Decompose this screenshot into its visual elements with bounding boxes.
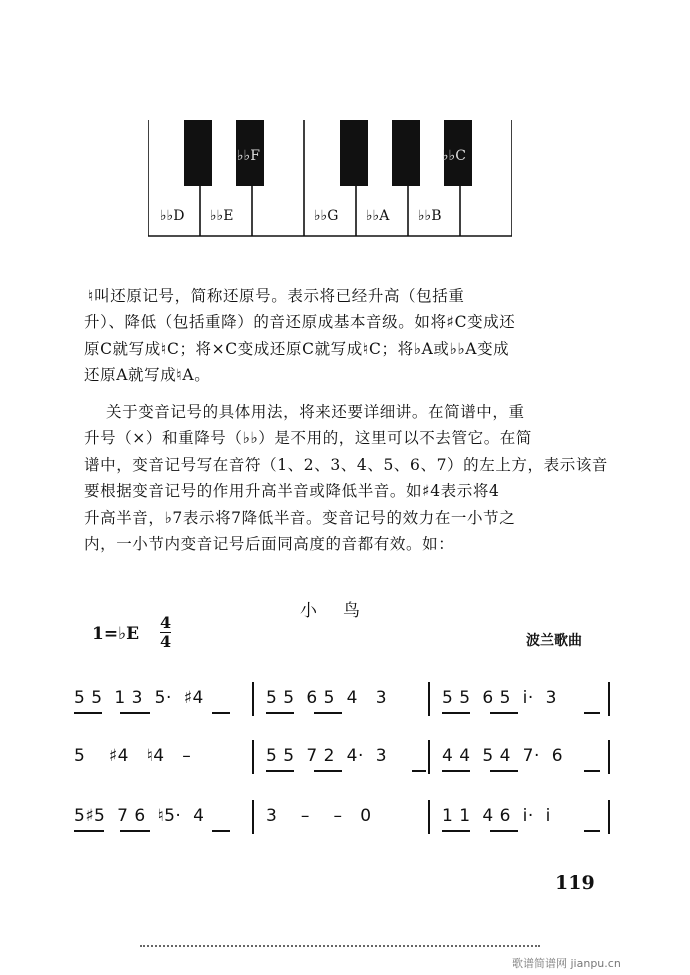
key-label: ♭♭G — [314, 208, 339, 224]
black-key-label: ♭♭F — [237, 148, 260, 164]
text-line: 要根据变音记号的作用升高半音或降低半音。如♯4表示将4 — [84, 482, 500, 501]
black-key — [184, 120, 212, 186]
text-line: ♮叫还原记号，简称还原号。表示将已经升高（包括重 — [88, 287, 465, 305]
bar-line — [252, 682, 254, 716]
beam-underline — [490, 770, 518, 772]
bar-line — [608, 800, 610, 834]
song-title: 小鸟 — [300, 601, 386, 621]
beam-underline — [584, 830, 600, 832]
bar-line — [252, 740, 254, 774]
bar-line — [428, 800, 430, 834]
text-line: 原C就写成♮C；将×C变成还原C就写成♮C；将♭A或♭♭A变成 — [84, 339, 510, 358]
beam-underline — [120, 830, 150, 832]
key-label: ♭♭E — [210, 208, 234, 224]
text-line: 升高半音，♭7表示将7降低半音。变音记号的效力在一小节之 — [84, 508, 516, 527]
measure: 5 ♯4 ♮4 – — [74, 746, 192, 766]
black-key — [340, 120, 368, 186]
measure: 5 5 7 2 4· 3 — [266, 746, 388, 766]
bar-line — [608, 682, 610, 716]
bar-line — [428, 682, 430, 716]
measure: 5 5 1 3 5· ♯4 — [74, 688, 204, 708]
beam-underline — [314, 770, 342, 772]
key-signature: 1=♭E — [92, 624, 140, 644]
beam-underline — [74, 712, 102, 714]
page-number: 119 — [555, 872, 595, 894]
score-row — [70, 746, 630, 786]
beam-underline — [212, 712, 230, 714]
black-key — [392, 120, 420, 186]
beam-underline — [120, 712, 150, 714]
beam-underline — [314, 712, 342, 714]
beam-underline — [442, 830, 470, 832]
text-line: 升号（×）和重降号（♭♭）是不用的，这里可以不去管它。在简 — [84, 429, 533, 448]
beam-underline — [74, 830, 104, 832]
beam-underline — [490, 712, 518, 714]
time-denominator: 4 — [160, 632, 172, 651]
measure: 3 – – 0 — [266, 806, 372, 826]
score-row — [70, 806, 630, 846]
song-origin: 波兰歌曲 — [526, 633, 582, 649]
key-label: ♭♭B — [418, 208, 442, 224]
bar-line — [252, 800, 254, 834]
paragraph-natural-sign — [84, 283, 608, 389]
text-line: 关于变音记号的具体用法，将来还要详细讲。在简谱中，重 — [106, 403, 525, 421]
time-signature — [160, 614, 171, 650]
beam-underline — [266, 712, 294, 714]
bar-line — [608, 740, 610, 774]
text-line: 升）、降低（包括重降）的音还原成基本音级。如将♯C变成还 — [84, 313, 516, 332]
time-numerator: 4 — [160, 613, 172, 632]
measure: 4 4 5 4 7· 6 — [442, 746, 564, 766]
footer-divider — [140, 945, 540, 949]
beam-underline — [490, 830, 518, 832]
measure: 5 5 6 5 i· 3 — [442, 688, 557, 708]
piano-keyboard-diagram — [148, 120, 512, 238]
paragraph-accidental-usage — [84, 399, 609, 557]
beam-underline — [412, 770, 426, 772]
key-label: ♭♭A — [366, 208, 390, 224]
text-line: 谱中，变音记号写在音符（1、2、3、4、5、6、7）的左上方，表示该音 — [84, 455, 609, 474]
measure: 5 5 6 5 4 3 — [266, 688, 388, 708]
black-key-label: ♭♭C — [442, 148, 466, 164]
score-row — [70, 688, 630, 728]
beam-underline — [442, 770, 470, 772]
bar-line — [428, 740, 430, 774]
beam-underline — [442, 712, 470, 714]
text-line: 内，一小节内变音记号后面同高度的音都有效。如： — [84, 535, 455, 554]
beam-underline — [584, 770, 600, 772]
measure: 1 1 4 6 i· i — [442, 806, 551, 826]
key-label: ♭♭D — [160, 208, 185, 224]
measure: 5♯5 7 6 ♮5· 4 — [74, 806, 205, 826]
beam-underline — [212, 830, 230, 832]
watermark: 歌谱简谱网 jianpu.cn — [512, 957, 621, 970]
beam-underline — [266, 770, 294, 772]
beam-underline — [584, 712, 600, 714]
text-line: 还原A就写成♮A。 — [84, 366, 211, 385]
